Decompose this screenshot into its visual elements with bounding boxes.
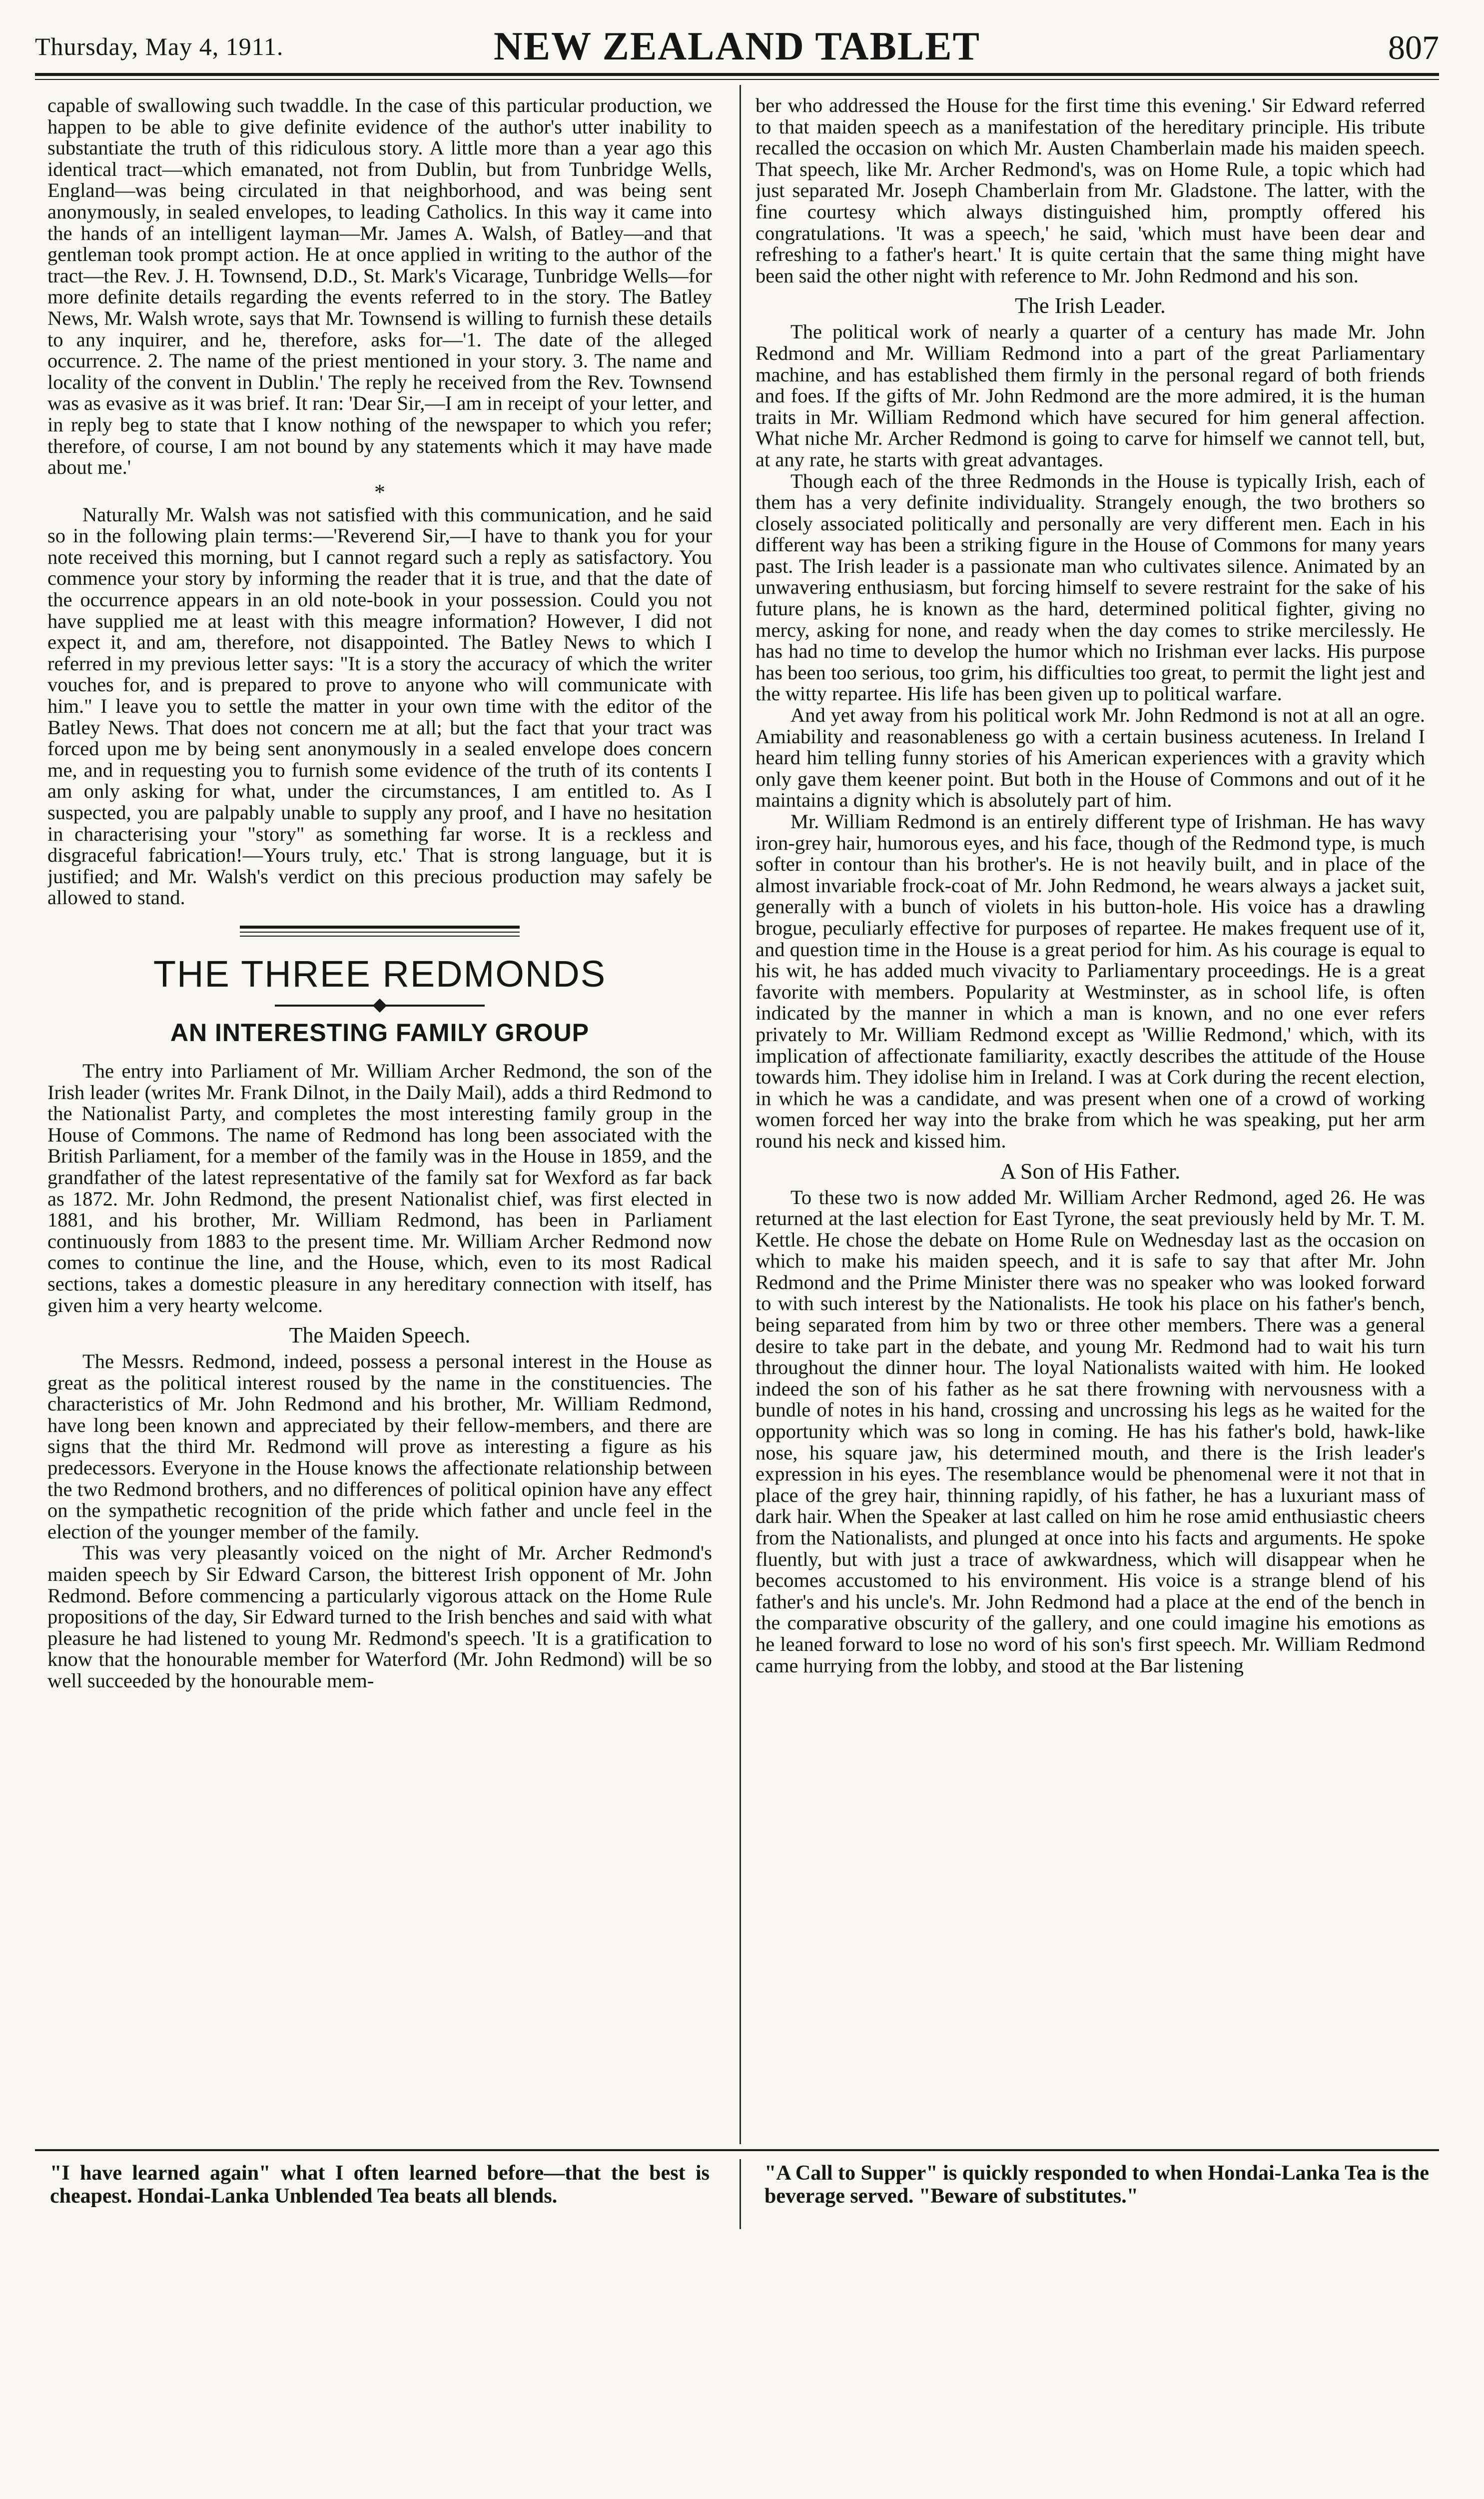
- right-paragraph-5: Mr. William Redmond is an entirely different type of Irishman. He has wavy iron-grey hair, humorous eyes, and his face, though of the Redmond type, is much softer in contour than his brother's. He is not heavily built, and in place of the almost invariable frock-coat of Mr. John Redmond, he wears always a jacket suit, generally with a bunch of violets in his button-hole. His voice has a drawling brogue, peculiarly effective for purposes of repartee. He makes frequent use of it, and question time in the House is a great period for him. As his courage is equal to his wit, he has added much vivacity to Parliamentary proceedings. He is a great favorite with members. Popularity at Westminster, as in school life, is often indicated by the manner in which a man is known, and no one ever refers privately to Mr. William Redmond except as 'Willie Redmond,' which, with its implication of affectionate familiarity, exactly describes the attitude of the House towards him. They idolise him in Ireland. I was at Cork during the recent election, in which he was a candidate, and was present when one of a crowd of working women forced her way into the brake from which he was speaking, put her arm round his neck and kissed him.: [755, 810, 1425, 1152]
- article-subtitle: AN INTERESTING FAMILY GROUP: [170, 1018, 590, 1047]
- article-paragraph-3: This was very pleasantly voiced on the night of Mr. Archer Redmond's maiden speech by Sir Edward Carson, the bitterest Irish opponent of Mr. John Redmond. Before commencing a particularly vigorous attack on the Home Rule propositions of the day, Sir Edward turned to the Irish benches and said with what pleasure he had listened to young Mr. Redmond's speech. 'It is a gratification to know that the honourable member for Waterford (Mr. John Redmond) will be so well succeeded by the honourable mem-: [47, 1541, 712, 1692]
- right-paragraph-6: To these two is now added Mr. William Archer Redmond, aged 26. He was returned at the last election for East Tyrone, the seat previously held by Mr. T. M. Kettle. He chose the debate on Home Rule on Wednesday last as the occasion on which to make his maiden speech, and it is safe to say that after Mr. John Redmond and the Prime Minister there was no speaker who was looked forward to with such interest by the Nationalists. He took his place on his father's bench, being separated from him by two or three other members. There was a general desire to take part in the debate, and young Mr. Redmond had to wait his turn throughout the dinner hour. The loyal Nationalists waited with him. He looked indeed the son of his father as he sat there frowning with nervousness with a bundle of notes in his hand, crossing and uncrossing his legs as he waited for the opportunity which was so long in coming. He has his father's bold, hawk-like nose, his square jaw, his determined mouth, and there is the Irish leader's expression in his eyes. The resemblance would be phenomenal were it not that in place of the grey hair, thinning rapidly, of his father, he has a luxuriant mass of dark hair. When the Speaker at last called on him he rose amid enthusiastic cheers from the Nationalists, and plunged at once into his facts and arguments. He spoke fluently, but with just a trace of awkwardness, which will disappear when he becomes accustomed to his environment. His voice is a strange blend of his father's and his uncle's. Mr. John Redmond had a place at the end of the bench in the comparative obscurity of the gallery, and one could imagine his emotions as he leaned forward to lose no word of his son's first speech. Mr. William Redmond came hurrying from the lobby, and stood at the Bar listening: [755, 1186, 1425, 1677]
- article-title: THE THREE REDMONDS: [153, 953, 607, 995]
- footer-rule: [35, 2149, 1439, 2151]
- header-rule-thick: [35, 73, 1439, 76]
- right-paragraph-2: The political work of nearly a quarter of a century has made Mr. John Redmond and Mr. William Redmond into a part of the great Parliamentary machine, and has established them firmly in the personal regard of both friends and foes. If the gifts of Mr. John Redmond are the more admired, it is the human traits in Mr. William Redmond which have secured for him general affection. What niche Mr. Archer Redmond is going to carve for himself we cannot tell, but, at any rate, he starts with great advantages.: [755, 320, 1425, 471]
- article-divider: [240, 926, 520, 939]
- column-divider: [740, 85, 741, 2144]
- header-rule-thin: [35, 79, 1439, 80]
- subheading-maiden-speech: The Maiden Speech.: [289, 1323, 471, 1348]
- section-separator: *: [374, 479, 385, 504]
- article-paragraph-1: The entry into Parliament of Mr. William Archer Redmond, the son of the Irish leader (writes Mr. Frank Dilnot, in the Daily Mail), adds a third Redmond to the Nationalist Party, and completes the most interesting family group in the House of Commons. The name of Redmond has long been associated with the British Parliament, for a member of the family was in the House in 1859, and the grandfather of the latest representative of the family sat for Wexford as far back as 1872. Mr. John Redmond, the present Nationalist chief, was first elected in 1881, and his brother, Mr. William Redmond, has been in Parliament continuously from 1883 to the present time. Mr. William Archer Redmond now comes to continue the line, and the House, which, even to its most Radical sections, takes a domestic pleasure in any hereditary connection with itself, has given him a very hearty welcome.: [47, 1059, 712, 1316]
- right-column: [755, 95, 1425, 2149]
- right-paragraph-4: And yet away from his political work Mr. John Redmond is not at all an ogre. Amiability and reasonableness go with a certain business acuteness. In Ireland I heard him telling funny stories of his American experiences with a gravity which only gave them keener point. But both in the House of Commons and out of it he maintains a dignity which is absolutely part of him.: [755, 704, 1425, 812]
- subheading-son-of-father: A Son of His Father.: [1000, 1159, 1181, 1184]
- left-column: [47, 95, 712, 2149]
- right-paragraph-1: ber who addressed the House for the first time this evening.' Sir Edward referred to that maiden speech as a manifestation of the hereditary principle. His tribute recalled the occasion on which Mr. Austen Chamberlain made his maiden speech. That speech, like Mr. Archer Redmond's, was on Home Rule, a topic which had just separated Mr. Joseph Chamberlain from Mr. Gladstone. The latter, with the fine courtesy which always distinguished him, promptly offered his congratulations. 'It was a speech,' he said, 'which must have been dear and refreshing to a father's heart.' It is quite certain that the same thing might have been said the other night with reference to Mr. John Redmond and his son.: [755, 95, 1425, 287]
- right-paragraph-3: Though each of the three Redmonds in the House is typically Irish, each of them has a very definite individuality. Strangely enough, the two brothers so closely associated politically and personally are very different men. Each in his different way has been a striking figure in the House of Commons for many years past. The Irish leader is a passionate man who cultivates silence. Animated by an unwavering enthusiasm, but forcing himself to severe restraint for the sake of his future plans, he is known as the hard, determined political fighter, giving no mercy, asking for none, and ready when the day comes to strike mercilessly. He has had no time to develop the humor which no Irishman ever lacks. His purpose has been too serious, too grim, his difficulties too great, to permit the light jest and the witty repartee. His life has been given up to political warfare.: [755, 469, 1425, 705]
- page-header: [35, 21, 1439, 71]
- article-paragraph-2: The Messrs. Redmond, indeed, possess a personal interest in the House as great as the political interest roused by the name in the constituencies. The characteristics of Mr. John Redmond and his brother, Mr. William Redmond, have long been known and appreciated by their fellow-members, and there are signs that the third Mr. Redmond will prove as interesting a figure as his predecessors. Everyone in the House knows the affectionate relationship between the two Redmond brothers, and no differences of political opinion have any effect on the sympathetic recognition of the pride which father and uncle feel in the election of the younger member of the family.: [47, 1350, 712, 1543]
- left-paragraph-1: capable of swallowing such twaddle. In the case of this particular production, we happen to be able to give definite evidence of the author's utter inability to substantiate the truth of this ridiculous story. A little more than a year ago this identical tract—which emanated, not from Dublin, but from Tunbridge Wells, England—was being circulated in that neighborhood, and was being sent anonymously, in sealed envelopes, to leading Catholics. In this way it came into the hands of an intelligent layman—Mr. James A. Walsh, of Batley—and that gentleman took prompt action. He at once applied in writing to the author of the tract—the Rev. J. H. Townsend, D.D., St. Mark's Vicarage, Tunbridge Wells—for more definite details regarding the events referred to in the story. The Batley News, Mr. Walsh wrote, says that Mr. Townsend is willing to furnish these details to any inquirer, and he, therefore, asks for—'1. The date of the alleged occurrence. 2. The name of the priest mentioned in your story. 3. The name and locality of the convent in Dublin.' The reply he received from the Rev. Townsend was as evasive as it was brief. It ran: 'Dear Sir,—I am in receipt of your letter, and in reply beg to state that I know nothing of the newspaper to which you refer; therefore, of course, I am not bound by any statements which it may have made about me.': [47, 95, 712, 479]
- footer-ad-left: "I have learned again" what I often learned before—that the best is cheapest. Hondai-Lanka Unblended Tea beats all blends.: [50, 2162, 710, 2208]
- newspaper-title: NEW ZEALAND TABLET: [493, 24, 981, 68]
- left-paragraph-2: Naturally Mr. Walsh was not satisfied with this communication, and he said so in the following plain terms:—'Reverend Sir,—I have to thank you for your note received this morning, but I cannot regard such a reply as satisfactory. You commence your story by informing the reader that it is true, and that the date of the occurrence appears in an old note-book in your possession. Could you not have supplied me at least with this meagre information? However, I did not expect it, and am, therefore, not disappointed. The Batley News to which I referred in my previous letter says: "It is a story the accuracy of which the writer vouches for, and is prepared to prove to anyone who will communicate with him." I leave you to settle the matter in your own time with the editor of the Batley News. That does not concern me at all; but the fact that your tract was forced upon me by being sent anonymously in a sealed envelope does concern me, and in requesting you to furnish some evidence of the truth of its contents I am only asking for what, under the circumstances, I am entitled to. As I suspected, you are palpably unable to supply any proof, and I have no hesitation in characterising your "story" as something far worse. It is a reckless and disgraceful fabrication!—Yours truly, etc.' That is strong language, but it is justified; and Mr. Walsh's verdict on this precious production may safely be allowed to stand.: [47, 503, 712, 909]
- footer-ad-right: "A Call to Supper" is quickly responded to when Hondai-Lanka Tea is the beverage served. "Beware of substitutes.": [764, 2162, 1429, 2208]
- title-ornament: [275, 1001, 485, 1011]
- subheading-irish-leader: The Irish Leader.: [1015, 293, 1166, 318]
- page-number: 807: [1388, 28, 1439, 66]
- footer-divider: [740, 2159, 741, 2229]
- issue-date: Thursday, May 4, 1911.: [35, 32, 284, 60]
